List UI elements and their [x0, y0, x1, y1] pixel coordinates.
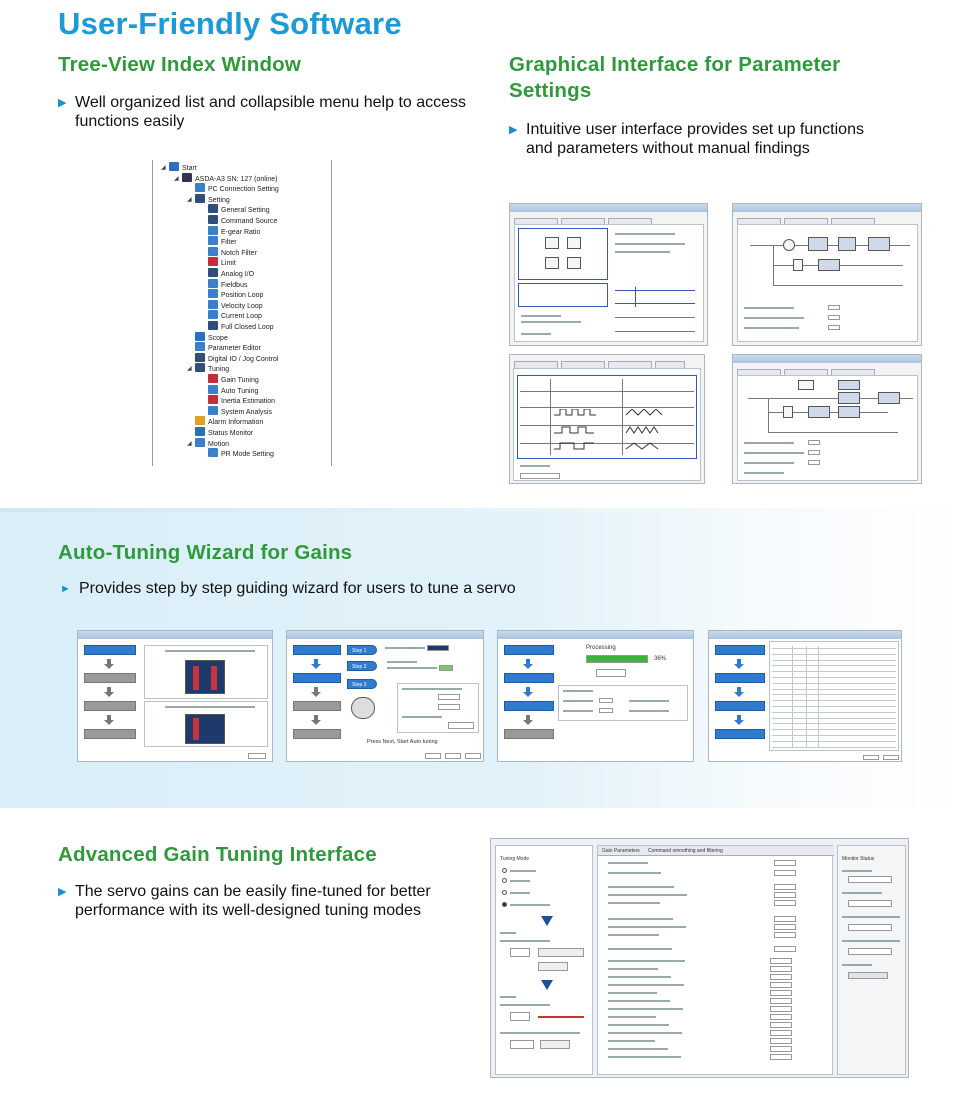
parameter-label-line — [608, 1024, 669, 1026]
tree-item[interactable] — [208, 374, 259, 385]
wizard-step3-label: Step 3 — [352, 682, 367, 688]
wizard-start-text: Press Next, Start Auto tuning — [367, 739, 438, 745]
tree-item-label: Alarm Information — [208, 419, 264, 427]
down-arrow-icon — [311, 687, 321, 697]
tree-node-icon — [195, 438, 205, 447]
tree-item[interactable] — [195, 342, 261, 353]
parameter-value-field[interactable] — [774, 946, 796, 952]
tree-node-icon — [208, 204, 218, 213]
down-arrow-icon — [734, 659, 744, 669]
tree-node-icon — [208, 226, 218, 235]
tree-node-icon — [195, 342, 205, 351]
tree-item[interactable] — [208, 395, 275, 406]
advanced-bullet-text: The servo gains can be easily fine-tuned for better performance with its well-designed tuning modes — [75, 883, 431, 919]
table-row-line — [772, 729, 896, 730]
parameter-label-line — [608, 1000, 670, 1002]
parameter-label-line — [608, 1048, 668, 1050]
table-row-line — [772, 723, 896, 724]
parameter-value-field[interactable] — [774, 860, 796, 866]
table-row-line — [772, 654, 896, 655]
tree-item-label: Full Closed Loop — [221, 324, 274, 331]
parameter-label-line — [608, 968, 658, 970]
tree-item-label: Digital IO / Jog Control — [208, 355, 279, 363]
auto-tuning-bullet-text: Provides step by step guiding wizard for users to tune a servo — [79, 580, 516, 597]
tree-node-icon — [195, 363, 205, 372]
wizard-step2-label: Step 2 — [352, 664, 367, 670]
tree-item[interactable] — [208, 204, 270, 215]
tree-node-icon — [208, 310, 218, 319]
down-arrow-icon — [734, 715, 744, 725]
parameter-label-line — [608, 918, 673, 920]
parameter-label-line — [608, 886, 674, 888]
processing-label: Processing — [586, 645, 616, 651]
window-titlebar — [709, 631, 901, 639]
tree-node-icon — [208, 268, 218, 277]
tree-node-icon — [195, 353, 205, 362]
tree-node-icon — [208, 406, 218, 415]
tree-item-label: Auto Tuning — [221, 387, 259, 395]
parameter-value-field[interactable] — [770, 982, 792, 988]
tuning-mode-panel — [495, 845, 593, 1075]
tree-view-bullet — [58, 93, 468, 131]
advanced-title: Advanced Gain Tuning Interface — [58, 843, 377, 866]
tree-item[interactable] — [208, 279, 247, 290]
tree-item[interactable] — [169, 162, 197, 173]
tree-node-icon — [208, 236, 218, 245]
parameter-label-line — [608, 992, 657, 994]
advanced-gain-screenshot — [490, 838, 909, 1078]
bullet-arrow-icon: ▶ — [58, 97, 67, 109]
table-row-line — [772, 660, 896, 661]
tree-item-label: Parameter Editor — [208, 345, 261, 353]
parameter-value-field[interactable] — [774, 924, 796, 930]
result-table — [769, 641, 899, 751]
tuning-progress-bar — [586, 655, 648, 663]
window-titlebar — [733, 355, 921, 363]
progress-percent: 36% — [654, 656, 667, 662]
parameter-label-line — [608, 984, 684, 986]
tree-view-title: Tree-View Index Window — [58, 53, 302, 76]
tree-node-icon — [208, 257, 218, 266]
table-row-line — [772, 683, 896, 684]
tree-node-icon — [208, 279, 218, 288]
table-row-line — [772, 712, 896, 713]
tree-node-icon — [208, 215, 218, 224]
parameter-label-line — [608, 862, 648, 864]
velocity-loop-panel — [737, 375, 918, 481]
tree-item[interactable] — [208, 268, 254, 279]
tree-item[interactable] — [208, 448, 274, 459]
tab-command-smoothing[interactable]: Command smoothing and filtering — [648, 848, 723, 854]
table-row-line — [772, 677, 896, 678]
graphical-bullet — [509, 120, 889, 158]
parameter-value-field[interactable] — [770, 1046, 792, 1052]
tree-view-bullet-text: Well organized list and collapsible menu help to access functions easily — [75, 94, 467, 130]
expand-triangle-icon[interactable]: ◢ — [187, 366, 192, 373]
parameter-value-field[interactable] — [774, 884, 796, 890]
tree-node-icon — [195, 183, 205, 192]
tree-node-icon — [208, 289, 218, 298]
parameter-label-line — [608, 934, 659, 936]
parameter-value-field[interactable] — [770, 998, 792, 1004]
auto-tuning-bullet — [58, 579, 858, 598]
tab-gain-parameters[interactable]: Gain Parameters — [602, 848, 640, 854]
table-row-line — [772, 694, 896, 695]
expand-triangle-icon[interactable]: ◢ — [161, 165, 166, 171]
bullet-arrow-icon: ► — [60, 583, 71, 595]
table-column-line — [818, 646, 819, 748]
tree-node-icon — [208, 448, 218, 457]
tree-item[interactable] — [208, 385, 258, 396]
table-row-line — [772, 700, 896, 701]
command-source-screenshot — [509, 354, 705, 484]
parameter-label-line — [608, 1008, 683, 1010]
tree-node-icon — [195, 194, 205, 203]
tree-node-icon — [208, 247, 218, 256]
table-row-line — [772, 706, 896, 707]
parameter-label-line — [608, 894, 687, 896]
tree-item-label: ASDA-A3 SN: 127 (online) — [195, 175, 278, 183]
expand-triangle-icon[interactable]: ◢ — [174, 175, 179, 182]
tree-item-label: Limit — [221, 260, 236, 268]
gain-parameters-panel — [597, 845, 833, 1075]
tree-item[interactable] — [182, 173, 277, 184]
expand-triangle-icon[interactable]: ◢ — [187, 440, 192, 447]
tree-item[interactable] — [195, 353, 278, 364]
parameter-value-field[interactable] — [770, 958, 792, 964]
parameter-label-line — [608, 1032, 682, 1034]
command-source-panel — [513, 368, 701, 481]
parameter-value-field[interactable] — [770, 1030, 792, 1036]
tree-item-label: E-gear Ratio — [221, 228, 261, 236]
tree-item[interactable] — [208, 236, 237, 247]
tree-item-label: General Setting — [221, 207, 270, 215]
tree-item[interactable] — [208, 406, 272, 417]
tree-item[interactable] — [208, 300, 263, 311]
tree-item-label: PC Connection Setting — [208, 186, 279, 194]
tab-row — [514, 214, 703, 223]
auto-tuning-title: Auto-Tuning Wizard for Gains — [58, 541, 353, 564]
tree-item[interactable] — [195, 194, 230, 205]
graphical-title-line1: Graphical Interface for Parameter — [509, 53, 841, 76]
tree-node-icon — [195, 427, 205, 436]
tree-item-label: Velocity Loop — [221, 302, 263, 310]
tree-node-icon — [208, 300, 218, 309]
tree-node-icon — [208, 374, 218, 383]
tree-item-label: Notch Filter — [221, 249, 257, 257]
parameter-value-field[interactable] — [770, 966, 792, 972]
tree-node-icon — [208, 395, 218, 404]
tree-view-screenshot — [152, 160, 332, 466]
monitor-status-panel — [837, 845, 906, 1075]
table-row-line — [772, 718, 896, 719]
bullet-arrow-icon: ▶ — [58, 886, 67, 898]
graphical-bullet-text: Intuitive user interface provides set up functions and parameters without manual findings — [526, 121, 864, 157]
tree-node-icon — [169, 162, 179, 171]
tab-row — [514, 357, 700, 366]
tree-item[interactable] — [195, 332, 228, 343]
general-setting-screenshot — [509, 203, 708, 346]
parameter-label-line — [608, 960, 685, 962]
down-arrow-icon — [104, 715, 114, 725]
down-arrow-icon — [311, 715, 321, 725]
tree-item-label: Motion — [208, 440, 230, 448]
pulse-waveform-icon — [554, 409, 694, 455]
tab-row — [737, 365, 917, 374]
table-column-line — [792, 646, 793, 748]
wizard-step2-screenshot — [286, 630, 484, 762]
tree-item-label: Setting — [208, 196, 230, 204]
tree-item[interactable] — [195, 427, 253, 438]
parameter-value-field[interactable] — [770, 990, 792, 996]
tree-item-label: Filter — [221, 239, 237, 247]
monitor-status-label: Monitor Status — [842, 856, 875, 862]
parameter-value-field[interactable] — [774, 870, 796, 876]
parameter-value-field[interactable] — [774, 932, 796, 938]
tree-item[interactable] — [195, 438, 229, 449]
tree-node-icon — [208, 321, 218, 330]
window-titlebar — [78, 631, 272, 639]
tree-item-label: Scope — [208, 334, 228, 342]
parameter-label-line — [608, 902, 660, 904]
wizard-step1-screenshot — [77, 630, 273, 762]
window-titlebar — [510, 204, 707, 212]
down-arrow-icon — [104, 659, 114, 669]
tuning-progress-fill — [587, 656, 647, 662]
down-triangle-icon — [541, 980, 553, 990]
down-arrow-icon — [104, 687, 114, 697]
down-arrow-icon — [734, 687, 744, 697]
band-divider — [0, 508, 972, 512]
parameter-value-field[interactable] — [774, 916, 796, 922]
tree-item-label: PR Mode Setting — [221, 451, 274, 459]
tuning-mode-label: Tuning Mode — [500, 856, 529, 862]
parameter-value-field[interactable] — [770, 1054, 792, 1060]
tree-item[interactable] — [208, 289, 263, 300]
down-arrow-icon — [523, 715, 533, 725]
parameter-value-field[interactable] — [770, 1006, 792, 1012]
velocity-loop-screenshot — [732, 354, 922, 484]
table-column-line — [806, 646, 807, 748]
parameter-label-line — [608, 926, 686, 928]
tree-item[interactable] — [195, 416, 263, 427]
expand-triangle-icon[interactable]: ◢ — [187, 196, 192, 203]
down-arrow-icon — [523, 687, 533, 697]
tree-item-label: Command Source — [221, 218, 278, 225]
table-row-line — [772, 747, 896, 748]
window-titlebar — [733, 204, 921, 212]
parameter-value-field[interactable] — [770, 1022, 792, 1028]
parameter-value-field[interactable] — [770, 1038, 792, 1044]
wizard-processing-screenshot — [497, 630, 694, 762]
bullet-arrow-icon: ▶ — [509, 124, 518, 136]
tree-node-icon — [195, 332, 205, 341]
tree-item[interactable] — [208, 226, 260, 237]
down-arrow-icon — [311, 659, 321, 669]
wizard-result-screenshot — [708, 630, 902, 762]
tree-item-label: Inertia Estimation — [221, 398, 276, 406]
parameter-value-field[interactable] — [774, 892, 796, 898]
page-title: User-Friendly Software — [58, 6, 402, 41]
window-titlebar — [498, 631, 693, 639]
tree-item-label: Fieldbus — [221, 281, 248, 289]
table-row-line — [772, 741, 896, 742]
tree-item[interactable] — [208, 257, 236, 268]
graphical-title-line2: Settings — [509, 79, 592, 102]
tree-node-icon — [208, 385, 218, 394]
table-row-line — [772, 648, 896, 649]
parameter-value-field[interactable] — [770, 1014, 792, 1020]
tree-item[interactable] — [195, 363, 229, 374]
tree-item-label: Analog I/O — [221, 271, 255, 278]
table-row-line — [772, 665, 896, 666]
advanced-bullet — [58, 882, 468, 920]
tree-item-label: Current Loop — [221, 313, 262, 321]
parameter-value-field[interactable] — [774, 900, 796, 906]
table-row-line — [772, 735, 896, 736]
parameter-value-field[interactable] — [770, 974, 792, 980]
window-titlebar — [287, 631, 483, 639]
down-triangle-icon — [541, 916, 553, 926]
tree-item[interactable] — [195, 183, 279, 194]
tree-item-label: Position Loop — [221, 292, 264, 300]
tree-item[interactable] — [208, 215, 277, 226]
tree-item-label: Start — [182, 165, 197, 172]
parameter-label-line — [608, 1040, 655, 1042]
tree-item-label: Gain Tuning — [221, 377, 259, 384]
tree-node-icon — [182, 173, 192, 182]
tree-item[interactable] — [208, 247, 257, 258]
parameter-label-line — [608, 948, 672, 950]
parameter-label-line — [608, 976, 671, 978]
tree-item-label: Status Monitor — [208, 430, 254, 437]
parameter-label-line — [608, 872, 661, 874]
table-row-line — [772, 671, 896, 672]
settings-panel — [514, 224, 704, 342]
table-row-line — [772, 689, 896, 690]
parameter-label-line — [608, 1056, 681, 1058]
position-loop-panel — [737, 224, 918, 342]
tab-row — [737, 214, 917, 223]
down-arrow-icon — [523, 659, 533, 669]
parameter-label-line — [608, 1016, 656, 1018]
wizard-step1-label: Step 1 — [352, 648, 367, 654]
position-loop-screenshot — [732, 203, 922, 346]
tree-item-label: System Analysis — [221, 408, 272, 416]
tree-item-label: Tuning — [208, 366, 230, 374]
tree-item[interactable] — [208, 321, 274, 332]
tree-node-icon — [195, 416, 205, 425]
tree-item[interactable] — [208, 310, 262, 321]
